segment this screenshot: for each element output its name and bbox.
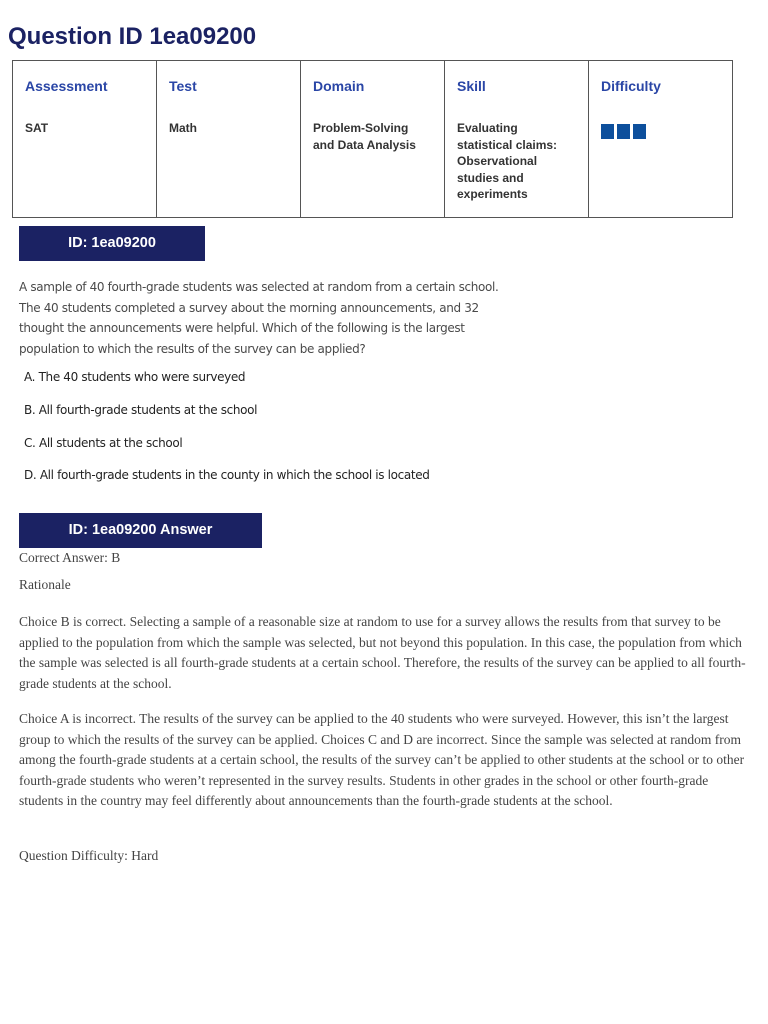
domain-value-line: Problem-Solving	[313, 121, 409, 135]
question-id-banner: ID: 1ea09200	[19, 226, 205, 261]
assessment-header: Assessment	[25, 78, 108, 94]
domain-cell	[301, 61, 445, 218]
skill-header: Skill	[457, 78, 486, 94]
rationale-paragraph: Choice A is incorrect. The results of the survey can be applied to the 40 students who were surveyed. However, this isn’t the largest group to which the results of the survey can be applied. Choices C and D are incorrect. Since the sample was selected at random from among the fourth-grade students at a certain school, the results of the survey can’t be applied to other students at the school or to other fourth-grade students who weren’t represented in the survey results. Students in other grades in the school or other fourth-grade students in the country may feel differently about announcements than the fourth-grade students at the school.	[19, 711, 745, 808]
skill-cell	[445, 61, 589, 218]
difficulty-bar	[617, 124, 630, 139]
page-title: Question ID 1ea09200	[8, 23, 257, 50]
difficulty-cell	[589, 61, 733, 218]
question-difficulty: Question Difficulty: Hard	[19, 848, 159, 863]
difficulty-bar	[633, 124, 646, 139]
difficulty-bar	[601, 124, 614, 139]
skill-value-line: Observational	[457, 154, 538, 168]
question-stem: A sample of 40 fourth-grade students was selected at random from a certain school. The 40 students completed a survey about the morning announcements, and 32 thought the announcements were helpful. Which of the following is the largest population to which the results of the survey can be applied?	[19, 280, 499, 356]
answer-id-banner: ID: 1ea09200 Answer	[19, 513, 262, 548]
difficulty-indicator	[601, 124, 720, 139]
test-value: Math	[169, 121, 197, 135]
domain-value	[313, 120, 432, 153]
rationale-label: Rationale	[19, 577, 71, 592]
domain-value-line: and Data Analysis	[313, 137, 416, 152]
answer-choice-c: C. All students at the school	[24, 436, 183, 450]
assessment-cell	[13, 61, 157, 218]
skill-value	[457, 120, 576, 203]
skill-value-line: statistical claims:	[457, 137, 558, 152]
skill-value-line: experiments	[457, 187, 528, 201]
assessment-value: SAT	[25, 121, 49, 135]
answer-choice-d: D. All fourth-grade students in the county in which the school is located	[24, 468, 430, 482]
answer-choice-a: A. The 40 students who were surveyed	[24, 370, 246, 384]
domain-header: Domain	[313, 78, 365, 94]
rationale-paragraph: Choice B is correct. Selecting a sample of a reasonable size at random to use for a survey allows the results from that survey to be applied to the population from which the sample was selected, but not beyond this population. In this case, the population from which the sample was selected is all fourth-grade students at a certain school. Therefore, the results of the survey can be applied to all fourth-grade students at the school.	[19, 614, 746, 691]
skill-value-line: studies and	[457, 170, 524, 185]
test-header: Test	[169, 78, 197, 94]
correct-answer: Correct Answer: B	[19, 550, 121, 565]
difficulty-header: Difficulty	[601, 78, 661, 94]
answer-choice-b: B. All fourth-grade students at the school	[24, 403, 258, 417]
test-cell	[157, 61, 301, 218]
question-metadata-table	[12, 60, 733, 218]
skill-value-line: Evaluating	[457, 121, 518, 135]
